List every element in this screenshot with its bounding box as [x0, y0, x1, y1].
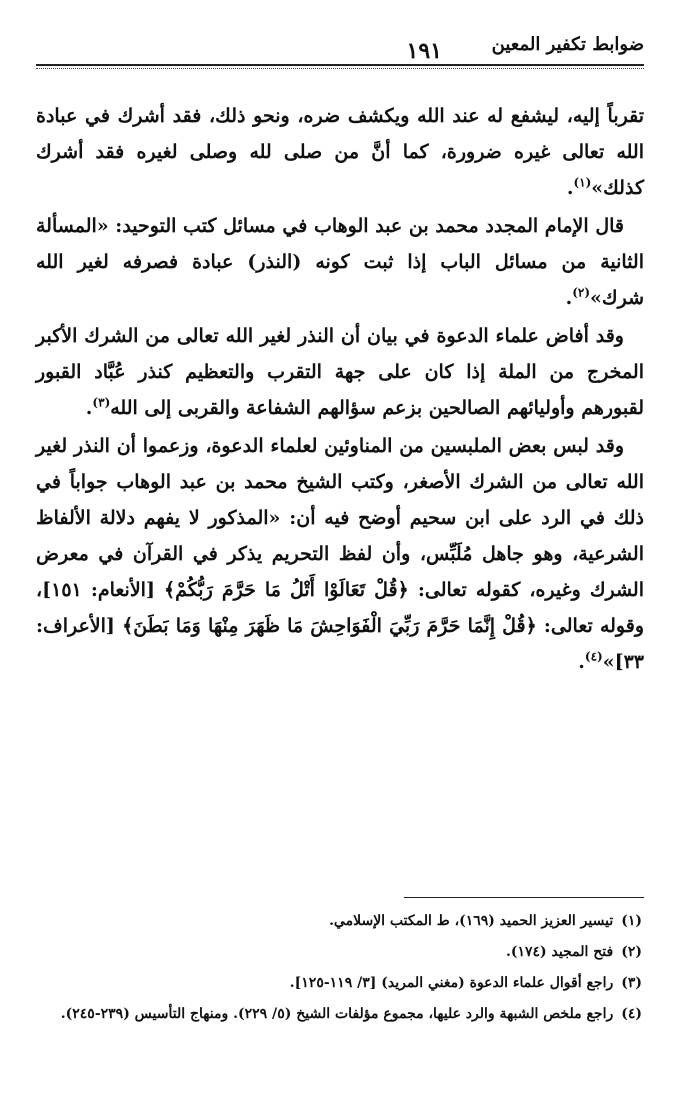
footnotes — [36, 906, 642, 1030]
footnote-ref-2: (٢) — [572, 285, 591, 300]
footnote-number: (٤) — [621, 1006, 642, 1022]
paragraph-4 — [36, 428, 644, 680]
paragraph-4-text: وقد لبس بعض الملبسين من المناوئين لعلماء الدعوة، وزعموا أن النذر لغير الله تعالى من الشرك الأصغر، وكتب الشيخ محمد بن عبد الوهاب جواباً في ذلك في الرد على ابن سحيم أوضح فيه أن: «المذكور لا يفهم دلالة الألفاظ الشرعية، وهو جاهل مُلَبِّس، وأن لفظ التحريم يذكر في القرآن في معرض الشرك وغيره، كقوله تعالى: — [36, 435, 644, 601]
paragraph-1-text: تقرباً إليه، ليشفع له عند الله ويكشف ضره، ونحو ذلك، فقد أشرك في عبادة الله تعالى غيره ضرورة، كما أنَّ من صلى لله وصلى لغيره فقد أشرك كذلك» — [36, 105, 644, 199]
footnote-number: (٣) — [621, 975, 642, 991]
footnote-text: راجع ملخص الشبهة والرد عليها، مجموع مؤلفات الشيخ (٥/ ٢٢٩). ومنهاج التأسيس (٢٣٩-٢٤٥). — [60, 1006, 614, 1022]
paragraph-1 — [36, 98, 644, 206]
paragraph-3-end: . — [85, 397, 93, 419]
footnote-number: (٢) — [621, 944, 642, 960]
footnote-text: فتح المجيد (١٧٤). — [505, 944, 614, 960]
footnote-2 — [36, 937, 642, 968]
footnote-ref-4: (٤) — [584, 649, 603, 664]
paragraph-4-end: . — [578, 651, 585, 673]
paragraph-2-text: قال الإمام المجدد محمد بن عبد الوهاب في مسائل كتب التوحيد: «المسألة الثانية من مسائل الباب إذا ثبت كونه (النذر) عبادة فصرفه لغير الله شرك» — [36, 215, 644, 309]
quran-verse-1: ﴿قُلْ تَعَالَوْا أَتْلُ مَا حَرَّمَ رَبُّكُمْ﴾ — [164, 579, 409, 601]
footnote-text: راجع أقوال علماء الدعوة (مغني المريد) [٣/ ١١٩-١٢٥]. — [289, 975, 614, 991]
footnote-text: تيسير العزيز الحميد (١٦٩)، ط المكتب الإسلامي. — [329, 913, 614, 929]
paragraph-2-end: . — [565, 287, 573, 309]
header-title: ضوابط تكفير المعين — [491, 34, 644, 55]
paragraph-2 — [36, 208, 644, 316]
footnote-number: (١) — [621, 913, 642, 929]
footnote-divider — [404, 897, 644, 898]
verse-reference-2: [الأعراف: ٣٣]» — [36, 615, 644, 673]
running-header — [36, 34, 644, 74]
main-text — [36, 98, 644, 682]
footnote-1 — [36, 906, 642, 937]
paragraph-3-text: وقد أفاض علماء الدعوة في بيان أن النذر لغير الله تعالى من الشرك الأكبر المخرج من الملة إذا كان على جهة التقرب والتعظيم كنذر عُبَّاد القبور لقبورهم وأوليائهم الصالحين بزعم سؤالهم الشفاعة والقربى إلى الله — [36, 325, 644, 419]
paragraph-1-end: . — [566, 177, 574, 199]
footnote-ref-1: (١) — [573, 175, 592, 190]
verse-reference-1: [الأنعام: ١٥١]، وقوله تعالى: — [36, 579, 644, 637]
quran-verse-2: ﴿قُلْ إِنَّمَا حَرَّمَ رَبِّيَ الْفَوَاحِشَ مَا ظَهَرَ مِنْهَا وَمَا بَطَنَ﴾ — [122, 615, 537, 637]
paragraph-3 — [36, 318, 644, 426]
footnote-4 — [36, 999, 642, 1030]
page-number: ١٩١ — [406, 38, 442, 64]
footnote-ref-3: (٣) — [92, 395, 111, 410]
header-divider — [36, 64, 644, 66]
footnote-3 — [36, 968, 642, 999]
